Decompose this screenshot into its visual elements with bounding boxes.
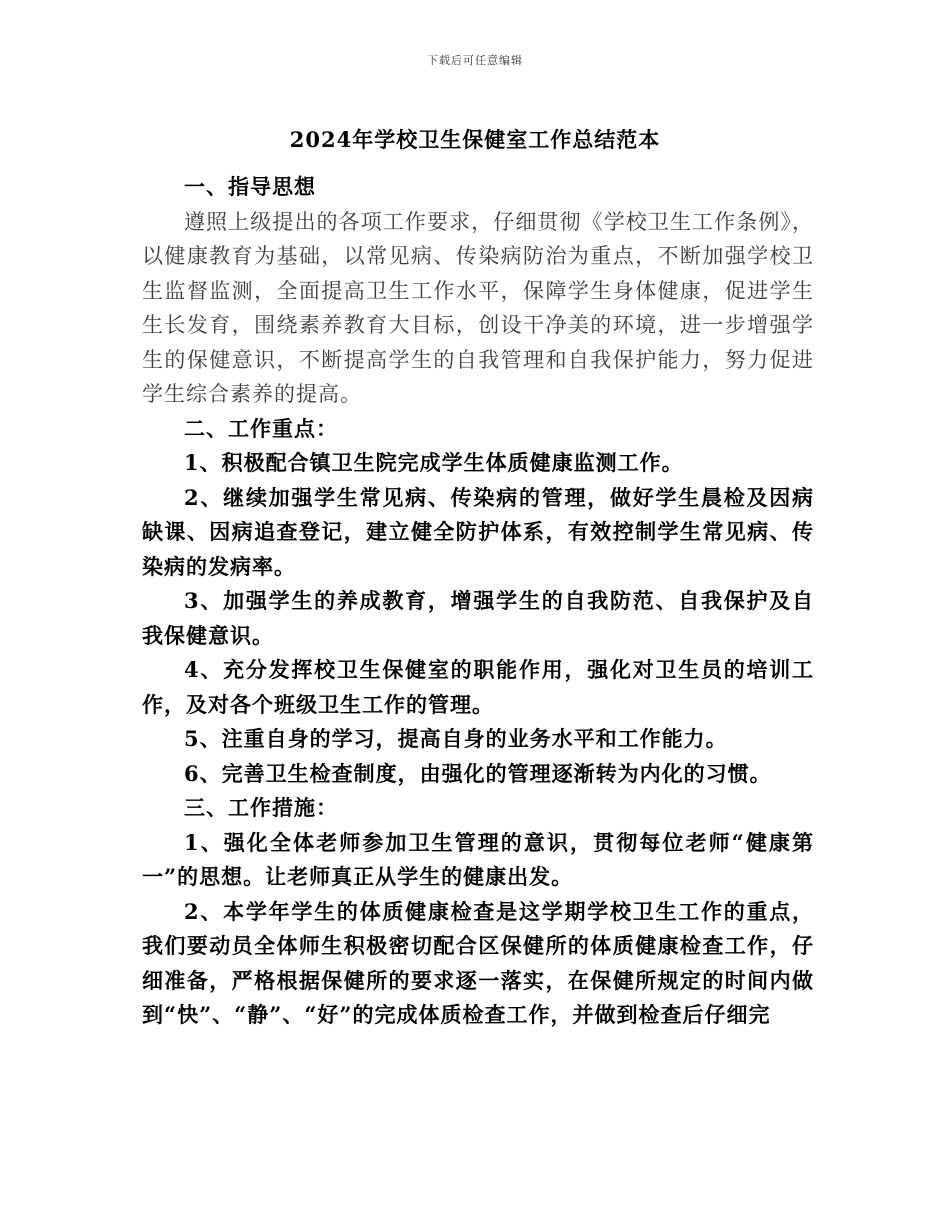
document-body [142, 170, 814, 1033]
header-note: 下载后可任意编辑 [427, 54, 523, 67]
work-focus-item-1: 1、积极配合镇卫生院完成学生体质健康监测工作。 [184, 450, 684, 475]
guiding-thought-paragraph: 遵照上级提出的各项工作要求，仔细贯彻《学校卫生工作条例》，以健康教育为基础，以常见病、传染病防治为重点，不断加强学校卫生监督监测，全面提高卫生工作水平，保障学生身体健康，促进学生生长发育，围绕素养教育大目标，创设干净美的环境，进一步增强学生的保健意识，不断提高学生的自我管理和自我保护能力，努力促进学生综合素养的提高。 [142, 209, 814, 406]
work-focus-item-6: 6、完善卫生检查制度，由强化的管理逐渐转为内化的习惯。 [184, 760, 772, 786]
document-title: 2024年学校卫生保健室工作总结范本 [289, 127, 661, 152]
work-focus-item-3: 3、加强学生的养成教育，增强学生的自我防范、自我保护及自我保健意识。 [142, 588, 814, 648]
work-focus-item-2: 2、继续加强学生常见病、传染病的管理，做好学生晨检及因病缺课、因病追查登记，建立健全防护体系，有效控制学生常见病、传染病的发病率。 [142, 484, 814, 579]
section-heading-work-focus: 二、工作重点： [184, 415, 338, 441]
section-heading-guiding-thought: 一、指导思想 [184, 174, 316, 199]
work-measures-item-1: 1、强化全体老师参加卫生管理的意识，贯彻每位老师“健康第一”的思想。让老师真正从学生的健康出发。 [142, 829, 814, 889]
work-measures-item-2: 2、本学年学生的体质健康检查是这学期学校卫生工作的重点，我们要动员全体师生积极密切配合区保健所的体质健康检查工作，仔细准备，严格根据保健所的要求逐一落实，在保健所规定的时间内做到“快”、“静”、“好”的完成体质检查工作，并做到检查后仔细完 [142, 898, 814, 1027]
work-focus-item-4: 4、充分发挥校卫生保健室的职能作用，强化对卫生员的培训工作，及对各个班级卫生工作的管理。 [142, 657, 814, 717]
section-heading-work-measures: 三、工作措施： [184, 795, 338, 820]
work-focus-item-5: 5、注重自身的学习，提高自身的业务水平和工作能力。 [184, 726, 728, 751]
